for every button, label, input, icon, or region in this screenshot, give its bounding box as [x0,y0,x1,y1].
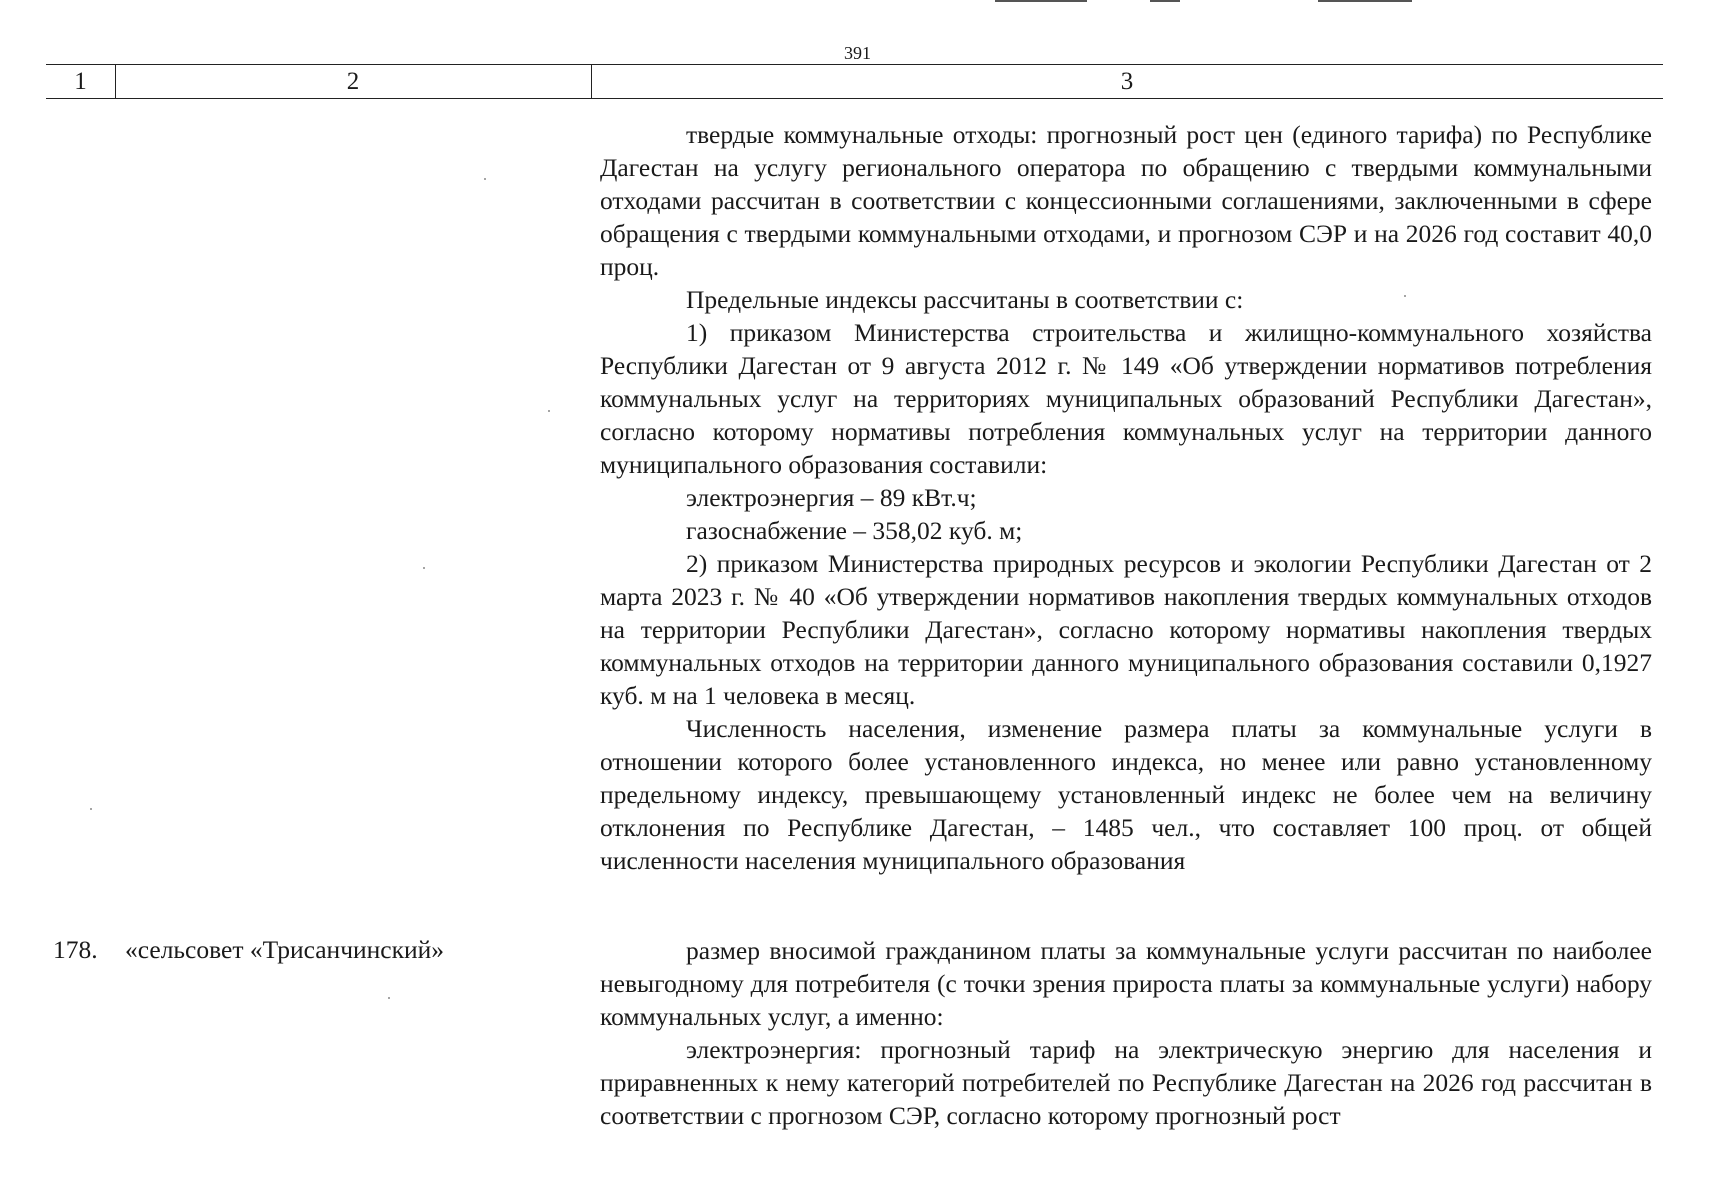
paragraph: Численность населения, изменение размера платы за коммунальные услуги в отношении которого более установленного индекса, но менее или равно установленному предельному индексу, превышающему установленный индекс не более чем на величину отклонения по Республике Дагестан, – 1485 чел., что составляет 100 проц. от общей численности населения муниципального образования [600,714,1652,875]
column-header-2: 2 [346,68,360,95]
scan-edge-mark [1318,0,1412,2]
row-number: 178. [53,935,98,964]
paragraph: газоснабжение – 358,02 куб. м; [686,516,1023,545]
page-number: 391 [844,43,871,63]
scan-speck [90,808,92,810]
text-block-row-178 [600,934,1652,1132]
scan-edge-mark [995,0,1087,2]
column-header-1: 1 [74,68,87,95]
paragraph: 1) приказом Министерства строительства и жилищно-коммунального хозяйства Республики Дагестан от 9 августа 2012 г. № 149 «Об утверждении нормативов потребления коммунальных услуг на территориях муниципальных образований Республики Дагестан», согласно которому нормативы потребления коммунальных услуг на территории данного муниципального образования составили: [600,318,1652,479]
paragraph: электроэнергия – 89 кВт.ч; [686,483,977,512]
column-header-3: 3 [1120,68,1134,95]
paragraph: твердые коммунальные отходы: прогнозный рост цен (единого тарифа) по Республике Дагестан на услугу регионального оператора по обращению с твердыми коммунальными отходами рассчитан в соответствии с концессионными соглашениями, заключенными в сфере обращения с твердыми коммунальными отходами, и прогнозом СЭР и на 2026 год составит 40,0 проц. [600,120,1652,281]
header-bottom-rule [46,98,1663,99]
row-municipality-name: «сельсовет «Трисанчинский» [125,935,445,964]
scan-speck [388,997,390,999]
header-top-rule [46,64,1663,65]
paragraph: электроэнергия: прогнозный тариф на электрическую энергию для населения и приравненных к нему категорий потребителей по Республике Дагестан на 2026 год рассчитан в соответствии с прогнозом СЭР, согласно которому прогнозный рост [600,1035,1652,1130]
text-block-continued [600,118,1652,877]
scan-speck [484,178,486,180]
paragraph: Предельные индексы рассчитаны в соответствии с: [686,285,1244,314]
scan-edge-mark [1150,0,1180,2]
paragraph: размер вносимой гражданином платы за коммунальные услуги рассчитан по наиболее невыгодному для потребителя (с точки зрения прироста платы за коммунальные услуги) набору коммунальных услуг, а именно: [600,936,1652,1031]
scan-speck [423,567,425,569]
scan-speck [548,410,550,412]
paragraph: 2) приказом Министерства природных ресурсов и экологии Республики Дагестан от 2 марта 2023 г. № 40 «Об утверждении нормативов накопления твердых коммунальных отходов на территории Республики Дагестан», согласно которому нормативы накопления твердых коммунальных отходов на территории данного муниципального образования составили 0,1927 куб. м на 1 человека в месяц. [600,549,1652,710]
scan-speck [1404,295,1406,297]
